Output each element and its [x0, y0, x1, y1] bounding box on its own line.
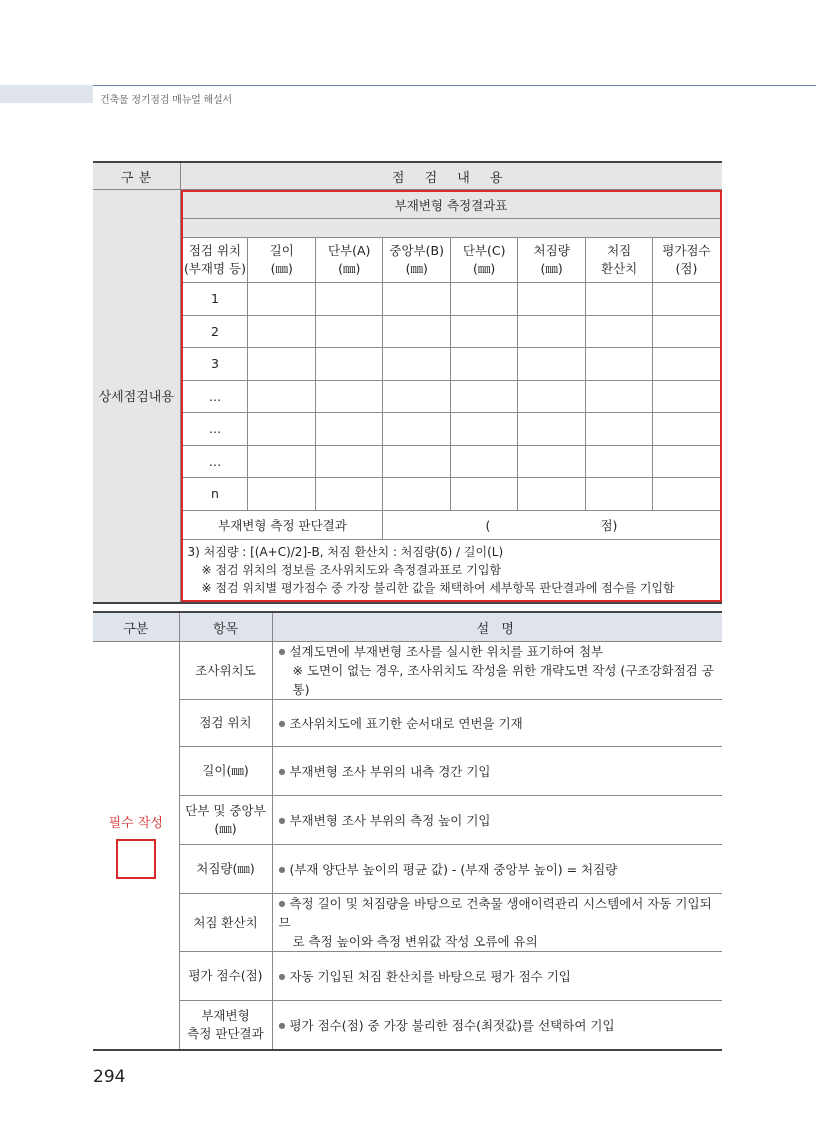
description-text: 로 측정 높이와 측정 변위값 작성 오류에 유의	[292, 934, 538, 949]
header-line: (부재명 등)	[183, 261, 246, 276]
description-cell	[272, 700, 722, 747]
item-cell	[179, 796, 272, 845]
value-cell	[653, 478, 721, 511]
result-row	[182, 283, 721, 316]
inspection-content-table	[93, 161, 722, 604]
section-label: 상세점검내용	[93, 190, 180, 603]
value-cell	[383, 380, 450, 413]
item-line: 처짐량(㎜)	[196, 861, 255, 876]
item-cell	[179, 700, 272, 747]
description-row	[93, 952, 722, 1001]
header-line: 평가점수	[662, 243, 711, 258]
description-row	[93, 796, 722, 845]
item-line: 평가 점수(점)	[188, 968, 263, 983]
value-cell	[315, 478, 382, 511]
description-cell	[272, 642, 722, 700]
value-cell	[383, 413, 450, 446]
notes-cell	[182, 539, 721, 601]
value-cell	[518, 380, 585, 413]
description-row	[93, 700, 722, 747]
value-cell	[518, 413, 585, 446]
note-line: ※ 점검 위치별 평가점수 중 가장 불리한 값을 채택하여 세부항목 판단결과에 점수를 기입함	[201, 580, 675, 595]
header-rule	[93, 85, 816, 86]
bullet-icon: ●	[278, 766, 286, 776]
value-cell	[450, 478, 517, 511]
value-cell	[450, 413, 517, 446]
judge-score-cell	[383, 510, 721, 539]
value-cell	[585, 348, 652, 381]
value-cell	[383, 283, 450, 316]
value-cell	[248, 283, 315, 316]
location-cell: …	[182, 413, 248, 446]
value-cell	[383, 478, 450, 511]
judge-label: 부재변형 측정 판단결과	[182, 510, 383, 539]
result-row	[182, 315, 721, 348]
description-text: 부재변형 조사 부위의 내측 경간 기입	[289, 763, 491, 779]
item-line: 부재변형	[201, 1008, 250, 1023]
value-cell	[315, 283, 382, 316]
bullet-icon: ●	[278, 1020, 286, 1030]
description-row	[93, 1001, 722, 1051]
value-cell	[585, 445, 652, 478]
col-header-category: 구분	[93, 612, 179, 642]
result-col-header	[518, 238, 585, 283]
deformation-result-table	[181, 190, 722, 602]
result-row	[182, 348, 721, 381]
description-text: 자동 기입된 처짐 환산치를 바탕으로 평가 점수 기입	[289, 968, 571, 984]
spacer-row	[182, 219, 721, 238]
result-col-header	[450, 238, 517, 283]
value-cell	[585, 380, 652, 413]
description-table	[93, 611, 722, 1051]
value-cell	[518, 283, 585, 316]
judge-open: (	[485, 517, 491, 533]
description-text: 평가 점수(점) 중 가장 불리한 점수(최젓값)를 선택하여 기입	[289, 1017, 615, 1033]
header-line: 중앙부(B)	[389, 243, 444, 258]
description-line	[279, 811, 717, 830]
result-row	[182, 413, 721, 446]
bullet-icon: ●	[278, 971, 286, 981]
header-line: 단부(A)	[327, 243, 371, 258]
header-line: 처짐량	[533, 243, 570, 258]
location-cell: 1	[182, 283, 248, 316]
note-line: ※ 점검 위치의 정보를 조사위치도와 측정결과표로 기입함	[201, 562, 502, 577]
header-line: 단부(C)	[462, 243, 506, 258]
header-line: (㎜)	[270, 261, 293, 276]
col-header-item: 항목	[179, 612, 272, 642]
item-line: (㎜)	[214, 821, 237, 836]
result-col-header	[182, 238, 248, 283]
value-cell	[450, 283, 517, 316]
value-cell	[585, 413, 652, 446]
value-cell	[248, 445, 315, 478]
running-header: 건축물 정기점검 매뉴얼 해설서	[100, 95, 232, 106]
description-text: 부재변형 조사 부위의 측정 높이 기입	[289, 812, 491, 828]
header-line: (㎜)	[540, 261, 563, 276]
item-line: 단부 및 중앙부	[185, 803, 266, 818]
value-cell	[248, 348, 315, 381]
page-number: 294	[93, 1067, 126, 1087]
description-cell	[272, 894, 722, 952]
header-band	[0, 85, 93, 103]
header-line: (㎜)	[473, 261, 496, 276]
location-cell: …	[182, 380, 248, 413]
result-col-header	[248, 238, 315, 283]
description-line	[279, 894, 717, 932]
required-label: 필수 작성	[108, 816, 163, 831]
description-text: (부재 양단부 높이의 평균 값) - (부재 중앙부 높이) = 처짐량	[289, 861, 618, 877]
item-line: 점검 위치	[199, 715, 252, 730]
description-cell	[272, 952, 722, 1001]
header-line: (㎜)	[338, 261, 361, 276]
description-line	[279, 860, 717, 879]
header-line: 처짐	[607, 243, 632, 258]
bullet-icon: ●	[278, 815, 286, 825]
description-line	[279, 762, 717, 781]
description-row	[93, 845, 722, 894]
value-cell	[585, 478, 652, 511]
item-cell	[179, 642, 272, 700]
value-cell	[383, 315, 450, 348]
description-line	[279, 1016, 717, 1035]
value-cell	[653, 380, 721, 413]
bullet-icon: ●	[278, 899, 286, 908]
bullet-icon: ●	[278, 718, 286, 728]
value-cell	[315, 348, 382, 381]
value-cell	[653, 348, 721, 381]
location-cell: n	[182, 478, 248, 511]
value-cell	[248, 315, 315, 348]
description-cell	[272, 747, 722, 796]
bullet-icon: ●	[278, 647, 286, 656]
location-cell: 2	[182, 315, 248, 348]
header-line: 환산치	[601, 261, 638, 276]
item-cell	[179, 845, 272, 894]
item-cell	[179, 952, 272, 1001]
description-line	[279, 714, 717, 733]
item-line: 측정 판단결과	[187, 1026, 264, 1041]
item-cell	[179, 894, 272, 952]
result-col-header	[383, 238, 450, 283]
col-header-content: 점 검 내 용	[180, 162, 722, 190]
description-text: 조사위치도에 표기한 순서대로 연번을 기재	[289, 715, 523, 731]
value-cell	[585, 315, 652, 348]
location-cell: …	[182, 445, 248, 478]
value-cell	[248, 478, 315, 511]
description-row	[93, 747, 722, 796]
result-row	[182, 380, 721, 413]
description-line	[279, 642, 717, 661]
note-line: 3) 처짐량 : [(A+C)/2]-B, 처짐 환산치 : 처짐량(δ) / 길이(L)	[187, 544, 504, 559]
value-cell	[585, 283, 652, 316]
header-line: 길이	[269, 243, 294, 258]
value-cell	[653, 445, 721, 478]
bullet-icon: ●	[278, 864, 286, 874]
col-header-description: 설 명	[272, 612, 722, 642]
judge-row	[182, 510, 721, 539]
description-text: 설계도면에 부재변형 조사를 실시한 위치를 표기하여 첨부	[289, 644, 604, 659]
value-cell	[450, 445, 517, 478]
value-cell	[248, 413, 315, 446]
header-line: (점)	[675, 261, 698, 276]
value-cell	[315, 380, 382, 413]
value-cell	[450, 315, 517, 348]
item-line: 처짐 환산치	[193, 914, 258, 930]
description-row	[93, 894, 722, 952]
description-line	[279, 932, 717, 951]
value-cell	[450, 380, 517, 413]
header-line: 점검 위치	[188, 243, 242, 258]
value-cell	[653, 315, 721, 348]
location-cell: 3	[182, 348, 248, 381]
value-cell	[450, 348, 517, 381]
value-cell	[518, 315, 585, 348]
value-cell	[315, 445, 382, 478]
description-cell	[272, 796, 722, 845]
required-cell	[93, 642, 179, 1051]
result-col-header	[315, 238, 382, 283]
description-text: 측정 길이 및 처짐량을 바탕으로 건축물 생애이력관리 시스템에서 자동 기입되므	[278, 896, 712, 930]
value-cell	[383, 445, 450, 478]
description-subnote: ※ 도면이 없는 경우, 조사위치도 작성을 위한 개략도면 작성 (구조강화점검 공통)	[292, 663, 714, 697]
description-line	[279, 967, 717, 986]
value-cell	[248, 380, 315, 413]
notes-row	[182, 539, 721, 601]
value-cell	[518, 348, 585, 381]
judge-close: 점)	[600, 517, 618, 533]
value-cell	[518, 445, 585, 478]
item-line: 길이(㎜)	[202, 763, 249, 778]
description-cell	[272, 1001, 722, 1051]
result-col-header	[653, 238, 721, 283]
item-cell	[179, 747, 272, 796]
value-cell	[315, 413, 382, 446]
value-cell	[653, 413, 721, 446]
item-line: 조사위치도	[195, 662, 256, 678]
value-cell	[315, 315, 382, 348]
required-checkbox[interactable]	[116, 839, 156, 879]
result-row	[182, 478, 721, 511]
description-row	[93, 642, 722, 700]
result-table-title: 부재변형 측정결과표	[182, 191, 721, 219]
result-col-header	[585, 238, 652, 283]
value-cell	[518, 478, 585, 511]
value-cell	[383, 348, 450, 381]
description-cell	[272, 845, 722, 894]
header-line: (㎜)	[405, 261, 428, 276]
result-row	[182, 445, 721, 478]
value-cell	[653, 283, 721, 316]
col-header-category: 구 분	[93, 162, 180, 190]
item-cell	[179, 1001, 272, 1051]
